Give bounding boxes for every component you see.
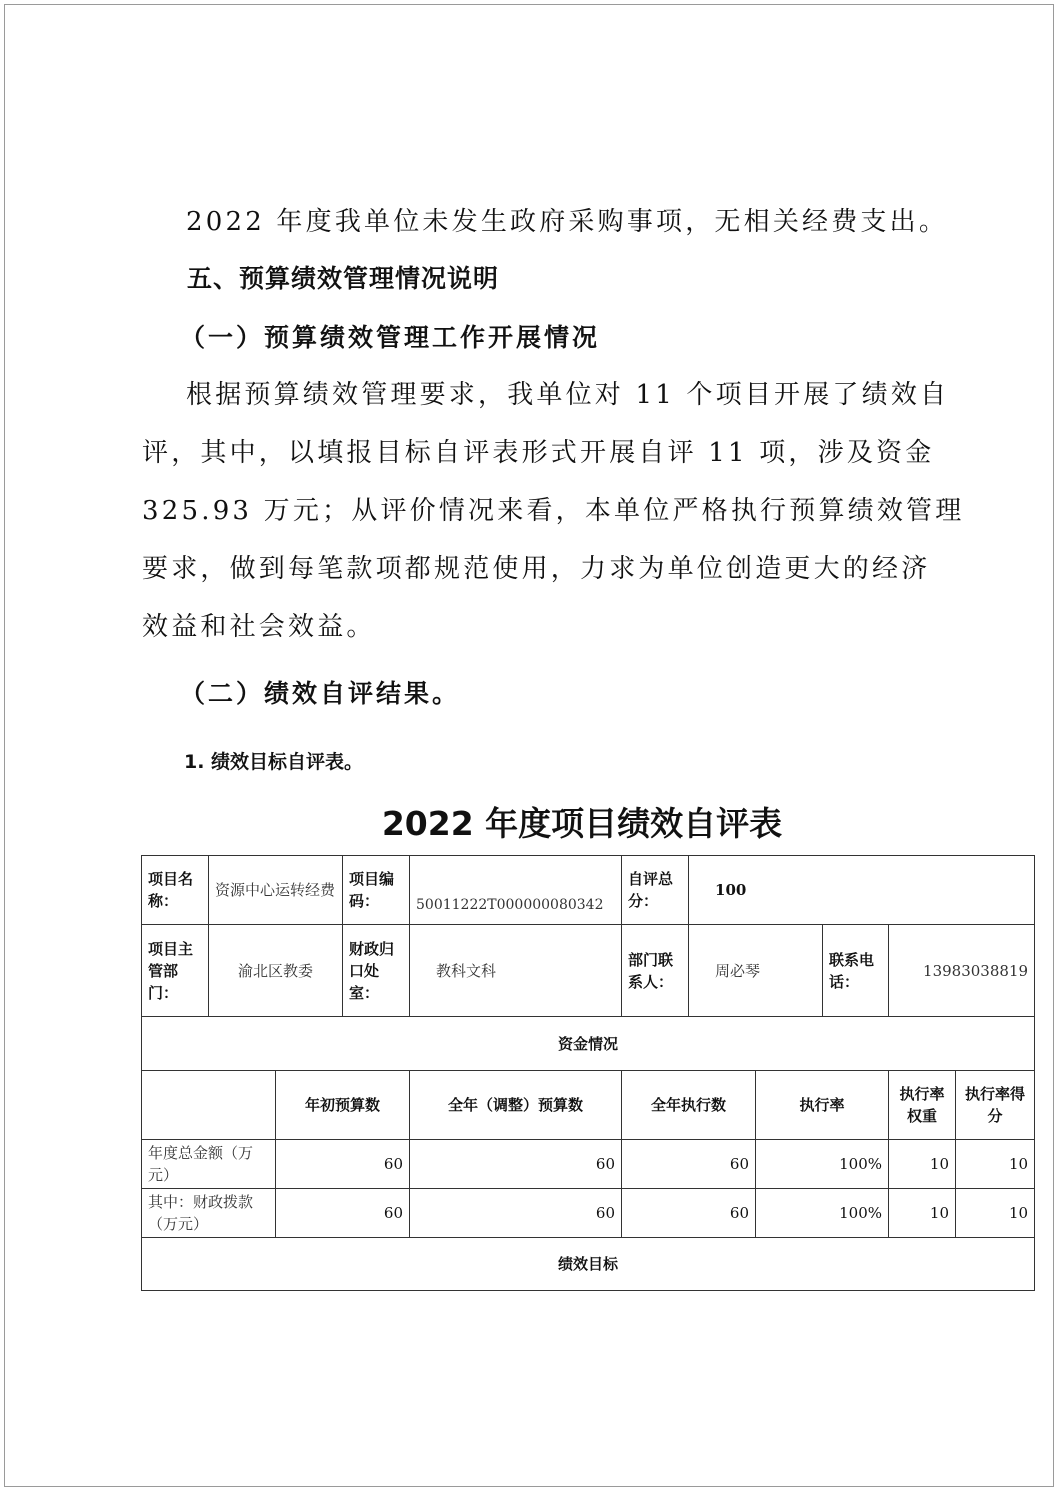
row-label-fiscal-allocation: 其中：财政拨款（万元） (142, 1189, 276, 1238)
cell-initial-budget: 60 (276, 1189, 410, 1238)
table-row-column-headers (142, 1071, 1035, 1140)
project-name-label: 项目名称： (142, 856, 209, 925)
goals-section-header: 绩效目标 (142, 1238, 1035, 1291)
table-caption: 1. 绩效目标自评表。 (184, 751, 364, 773)
blank-header-cell (142, 1071, 276, 1140)
cell-rate-weight: 10 (889, 1140, 956, 1189)
cell-execution-rate: 100% (756, 1140, 889, 1189)
paragraph-line-2: 评，其中，以填报目标自评表形式开展自评 11 项，涉及资金 (142, 438, 935, 468)
table-row (142, 1140, 1035, 1189)
col-header-adjusted-budget: 全年（调整）预算数 (410, 1071, 622, 1140)
cell-initial-budget: 60 (276, 1140, 410, 1189)
project-name-value: 资源中心运转经费 (209, 856, 343, 925)
department-value: 渝北区教委 (209, 925, 343, 1017)
table-row (142, 1189, 1035, 1238)
score-value: 100 (689, 856, 1035, 925)
phone-label: 联系电话： (823, 925, 889, 1017)
table-title: 2022 年度项目绩效自评表 (381, 804, 783, 843)
paragraph-line-5: 效益和社会效益。 (142, 612, 376, 642)
contact-person-value: 周必琴 (689, 925, 823, 1017)
finance-office-value: 教科文科 (410, 925, 622, 1017)
funds-section-header: 资金情况 (142, 1017, 1035, 1071)
col-header-rate-score: 执行率得分 (956, 1071, 1035, 1140)
paragraph-line-3: 325.93 万元；从评价情况来看，本单位严格执行预算绩效管理 (142, 496, 965, 526)
table-row-project (142, 856, 1035, 925)
cell-execution-rate: 100% (756, 1189, 889, 1238)
department-label: 项目主管部门： (142, 925, 209, 1017)
contact-person-label: 部门联系人： (622, 925, 689, 1017)
section-heading-budget-performance: 五、预算绩效管理情况说明 (187, 264, 500, 293)
project-code-label: 项目编码： (343, 856, 410, 925)
paragraph-line-4: 要求，做到每笔款项都规范使用，力求为单位创造更大的经济 (142, 554, 931, 584)
subheading-self-evaluation-result: （二）绩效自评结果。 (180, 679, 461, 708)
col-header-initial-budget: 年初预算数 (276, 1071, 410, 1140)
col-header-annual-execution: 全年执行数 (622, 1071, 756, 1140)
row-label-total-amount: 年度总金额（万元） (142, 1140, 276, 1189)
cell-annual-execution: 60 (622, 1189, 756, 1238)
cell-rate-weight: 10 (889, 1189, 956, 1238)
table-row-funds-section (142, 1017, 1035, 1071)
project-code-value: 50011222T000000080342 (410, 856, 622, 925)
paragraph-procurement: 2022 年度我单位未发生政府采购事项，无相关经费支出。 (186, 207, 949, 237)
cell-adjusted-budget: 60 (410, 1189, 622, 1238)
cell-rate-score: 10 (956, 1140, 1035, 1189)
finance-office-label: 财政归口处室： (343, 925, 410, 1017)
phone-value: 13983038819 (889, 925, 1035, 1017)
cell-annual-execution: 60 (622, 1140, 756, 1189)
cell-adjusted-budget: 60 (410, 1140, 622, 1189)
subheading-work-progress: （一）预算绩效管理工作开展情况 (180, 323, 601, 352)
score-label: 自评总分： (622, 856, 689, 925)
table-row-department (142, 925, 1035, 1017)
col-header-rate-weight: 执行率权重 (889, 1071, 956, 1140)
table-row-goals-section (142, 1238, 1035, 1291)
cell-rate-score: 10 (956, 1189, 1035, 1238)
paragraph-line-1: 根据预算绩效管理要求，我单位对 11 个项目开展了绩效自 (186, 380, 950, 410)
performance-table (141, 855, 1035, 1291)
col-header-execution-rate: 执行率 (756, 1071, 889, 1140)
